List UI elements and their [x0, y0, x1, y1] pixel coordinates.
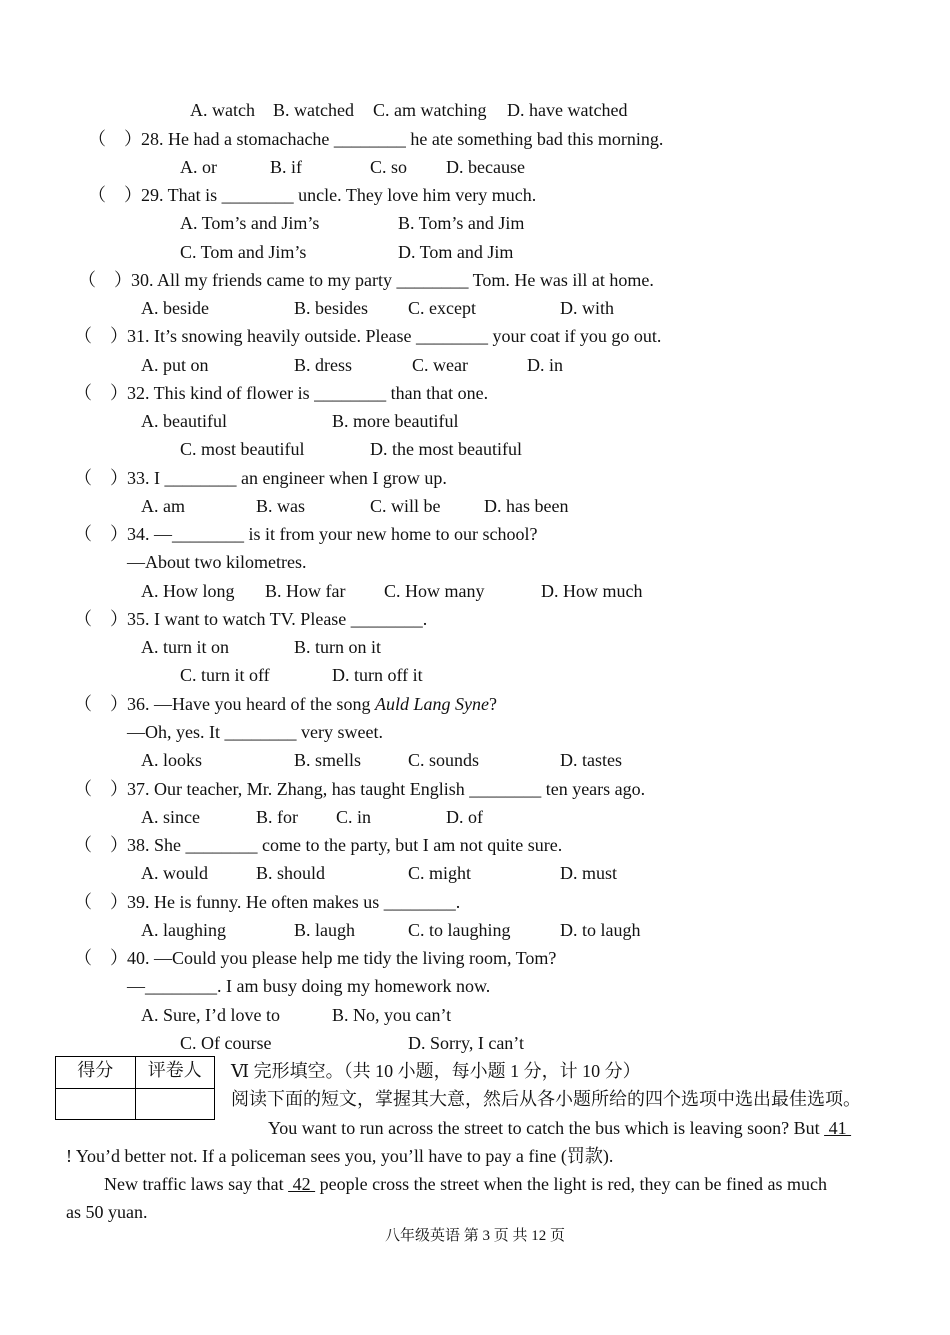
q36-option-c: C. sounds [408, 750, 480, 770]
q33-option-b: B. was [256, 496, 305, 516]
q34-option-a: A. How long [141, 581, 235, 601]
q39-option-a: A. laughing [141, 920, 226, 940]
q37-option-d: D. of [446, 807, 483, 827]
q31-option-d: D. in [527, 355, 563, 375]
q35-stem: 35. I want to watch TV. Please ________. [127, 609, 428, 629]
q40-bracket: （ ） [74, 948, 128, 968]
q32-option-a: A. beautiful [141, 411, 227, 431]
q38-option-b: B. should [256, 863, 326, 883]
q40-option-c: C. Of course [180, 1033, 272, 1053]
q34-option-c: C. How many [384, 581, 485, 601]
q32-option-b: B. more beautiful [332, 411, 459, 431]
q27-option-d: D. have watched [507, 100, 628, 120]
passage-text-2a: New traffic laws say that [104, 1174, 289, 1194]
q31-option-b: B. dress [294, 355, 352, 375]
q31-bracket: （ ） [74, 326, 128, 346]
q29-bracket: （ ） [88, 185, 142, 205]
q39-option-d: D. to laugh [560, 920, 641, 940]
q30-bracket: （ ） [78, 270, 132, 290]
q38-stem: 38. She ________ come to the party, but I am not quite sure. [127, 835, 563, 855]
q30-option-b: B. besides [294, 298, 368, 318]
passage-text-2b: people cross the street when the light is red, they can be fined as much [315, 1174, 827, 1194]
score-label: 得分 [56, 1057, 136, 1089]
score-cell [56, 1088, 136, 1120]
q30-option-d: D. with [560, 298, 614, 318]
q31-stem: 31. It’s snowing heavily outside. Please ________ your coat if you go out. [127, 326, 662, 346]
q34-bracket: （ ） [74, 524, 128, 544]
page-footer: 八年级英语 第 3 页 共 12 页 [384, 1228, 565, 1244]
passage-line-4: as 50 yuan. [66, 1202, 148, 1222]
q36-answer: —Oh, yes. It ________ very sweet. [127, 722, 383, 742]
q37-option-c: C. in [336, 807, 372, 827]
score-table [55, 1056, 215, 1120]
q28-option-d: D. because [446, 157, 525, 177]
q32-option-d: D. the most beautiful [370, 439, 522, 459]
q40-stem: 40. —Could you please help me tidy the living room, Tom? [127, 948, 557, 968]
q29-option-a: A. Tom’s and Jim’s [180, 213, 320, 233]
q29-stem: 29. That is ________ uncle. They love him very much. [141, 185, 537, 205]
q33-bracket: （ ） [74, 468, 128, 488]
q28-option-b: B. if [270, 157, 303, 177]
q35-option-a: A. turn it on [141, 637, 229, 657]
q38-bracket: （ ） [74, 835, 128, 855]
q38-option-d: D. must [560, 863, 618, 883]
q30-option-a: A. beside [141, 298, 209, 318]
q37-option-a: A. since [141, 807, 200, 827]
q27-option-c: C. am watching [373, 100, 487, 120]
grader-cell [135, 1088, 215, 1120]
q36-option-b: B. smells [294, 750, 362, 770]
section-title: Ⅵ 完形填空。（共 10 小题，每小题 1 分，计 10 分） [231, 1061, 641, 1081]
q28-bracket: （ ） [88, 129, 142, 149]
q36-stem-end: ? [488, 694, 497, 714]
q32-stem: 32. This kind of flower is ________ than that one. [127, 383, 489, 403]
q28-option-a: A. or [180, 157, 217, 177]
q31-option-c: C. wear [412, 355, 468, 375]
q35-option-c: C. turn it off [180, 665, 270, 685]
q34-stem: 34. —________ is it from your new home to our school? [127, 524, 538, 544]
grader-label: 评卷人 [135, 1057, 215, 1089]
q33-stem: 33. I ________ an engineer when I grow up. [127, 468, 447, 488]
q37-option-b: B. for [256, 807, 298, 827]
q36-song-title: Auld Lang Syne [374, 694, 489, 714]
q36-option-d: D. tastes [560, 750, 622, 770]
q29-option-b: B. Tom’s and Jim [398, 213, 525, 233]
q28-stem: 28. He had a stomachache ________ he ate something bad this morning. [141, 129, 664, 149]
q36-stem [127, 693, 497, 715]
section-instruction: 阅读下面的短文，掌握其大意，然后从各小题所给的四个选项中选出最佳选项。 [231, 1089, 861, 1109]
q39-option-b: B. laugh [294, 920, 355, 940]
q30-option-c: C. except [408, 298, 476, 318]
q29-option-c: C. Tom and Jim’s [180, 242, 307, 262]
q36-bracket: （ ） [74, 694, 128, 714]
q34-option-d: D. How much [541, 581, 643, 601]
q40-answer: —________. I am busy doing my homework now. [127, 976, 491, 996]
q31-option-a: A. put on [141, 355, 209, 375]
q32-bracket: （ ） [74, 383, 128, 403]
q36-option-a: A. looks [141, 750, 203, 770]
q40-option-d: D. Sorry, I can’t [408, 1033, 524, 1053]
q35-option-d: D. turn off it [332, 665, 423, 685]
q39-bracket: （ ） [74, 892, 128, 912]
q39-stem: 39. He is funny. He often makes us ________. [127, 892, 461, 912]
q27-option-b: B. watched [273, 100, 354, 120]
q30-stem: 30. All my friends came to my party ________ Tom. He was ill at home. [131, 270, 654, 290]
blank-42: 42 [288, 1174, 316, 1194]
passage-line-2: ! You’d better not. If a policeman sees you, you’ll have to pay a fine (罚款). [66, 1146, 614, 1166]
q33-option-c: C. will be [370, 496, 441, 516]
q35-bracket: （ ） [74, 609, 128, 629]
q39-option-c: C. to laughing [408, 920, 511, 940]
q35-option-b: B. turn on it [294, 637, 382, 657]
q28-option-c: C. so [370, 157, 408, 177]
q38-option-c: C. might [408, 863, 472, 883]
passage-text-1a: You want to run across the street to catch the bus which is leaving soon? But [268, 1118, 825, 1138]
q33-option-a: A. am [141, 496, 185, 516]
q32-option-c: C. most beautiful [180, 439, 305, 459]
q34-option-b: B. How far [265, 581, 346, 601]
passage-line-3 [104, 1173, 827, 1195]
passage-line-1 [268, 1117, 851, 1139]
q29-option-d: D. Tom and Jim [398, 242, 514, 262]
q37-bracket: （ ） [74, 779, 128, 799]
q38-option-a: A. would [141, 863, 208, 883]
q40-option-b: B. No, you can’t [332, 1005, 452, 1025]
q27-option-a: A. watch [190, 100, 255, 120]
q37-stem: 37. Our teacher, Mr. Zhang, has taught English ________ ten years ago. [127, 779, 646, 799]
blank-41: 41 [824, 1118, 852, 1138]
q34-answer: —About two kilometres. [127, 552, 307, 572]
q36-stem-text: 36. —Have you heard of the song [127, 694, 375, 714]
q40-option-a: A. Sure, I’d love to [141, 1005, 280, 1025]
q33-option-d: D. has been [484, 496, 569, 516]
